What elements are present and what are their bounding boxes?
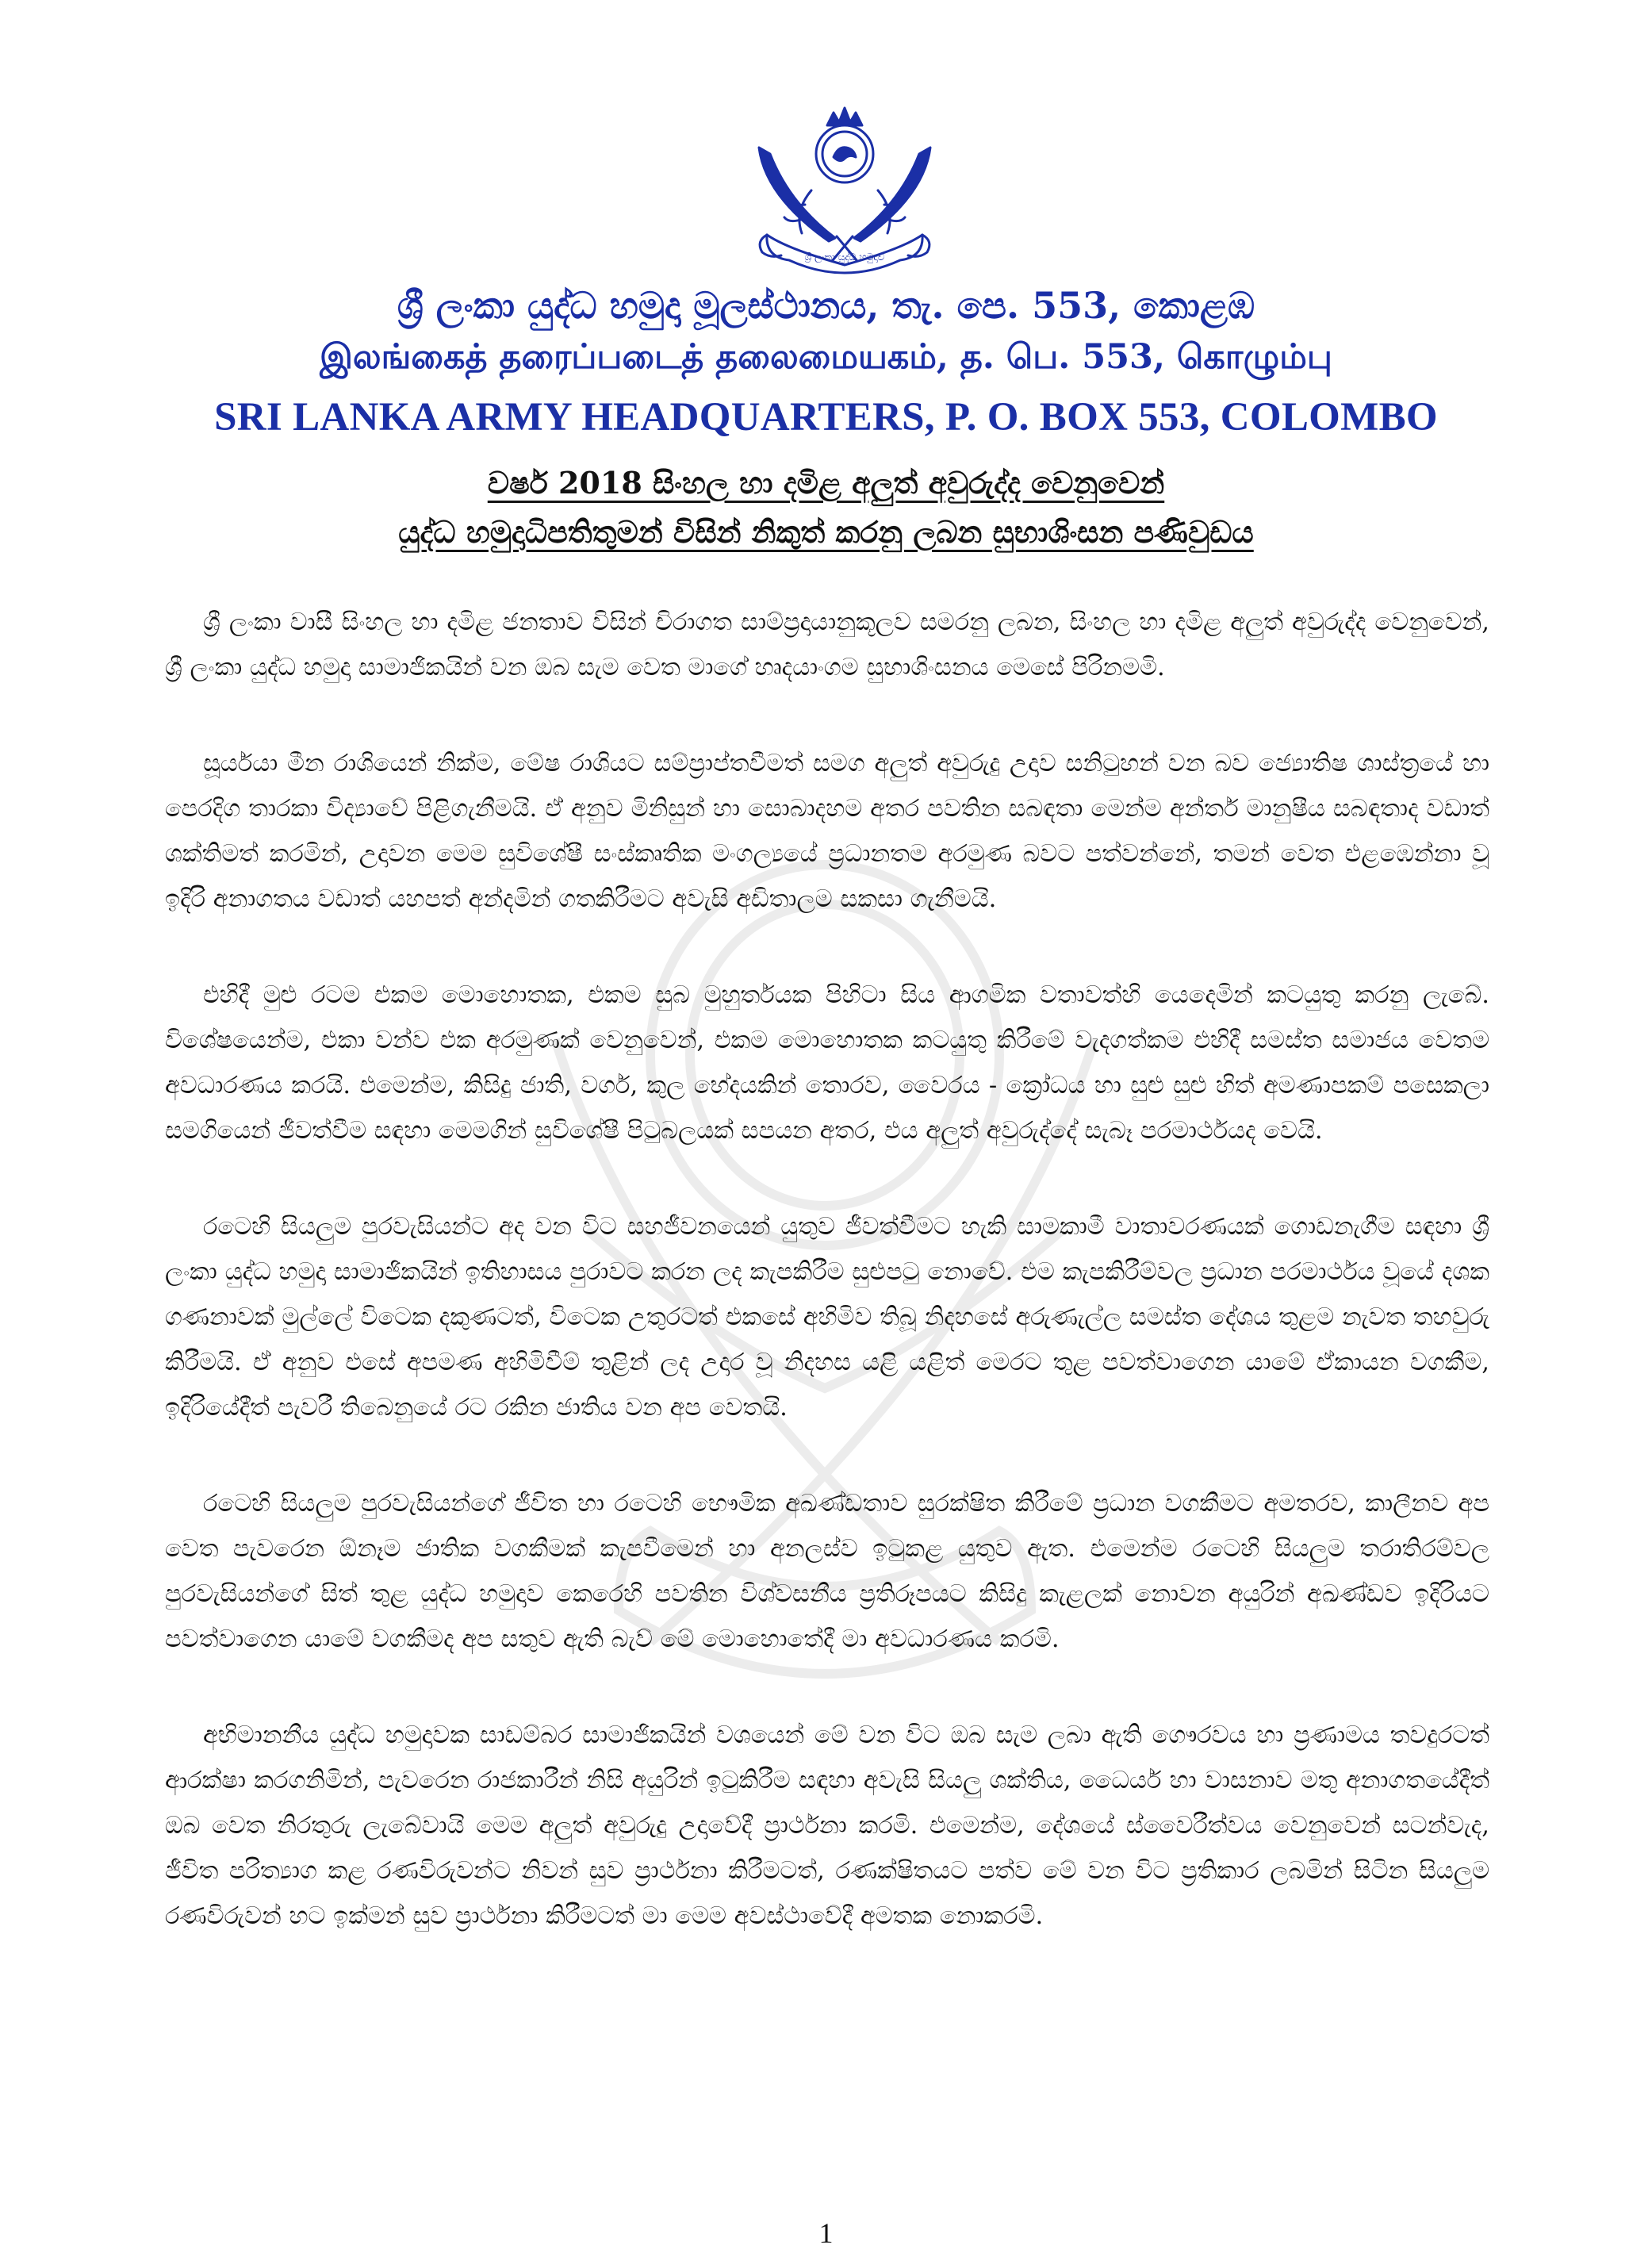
body-paragraph: එහිදී මුළු රටම එකම මොහොතක, එකම සුබ මුහුර්තයක පිහිටා සිය ආගමික වතාවත්හි යෙදෙමින් කටයුතු කරනු ලැබේ. විශේෂයෙන්ම, එකා වන්ව එක අරමුණක් වෙනුවෙන්, එකම මොහොතක කටයුතු කිරීමේ වැදගත්කම එහිදී සමස්ත සමාජය වෙතම අවධාරණය කරයි. එමෙන්ම, කිසිදු ජාති, වර්ග, කුල භේදයකින් තොරව, වෛරය - ක්‍රෝධය හා සුළු සුළු හිත් අමණාපකම් පසෙකලා සමගියෙන් ජීවත්වීම සඳහා මෙමගින් සුවිශේෂී පිටුබලයක් සපයන අතර, එය අලුත් අවුරුද්දේ සැබෑ පරමාර්ථයද වෙයි. [165, 981, 1489, 1145]
svg-text:ශ්‍රී ලංකා යුද්ධ හමුදාව: ශ්‍රී ලංකා යුද්ධ හමුදාව [804, 251, 885, 263]
body-paragraph: රටෙහි සියලුම පුරවැසියන්ගේ ජීවිත හා රටෙහි භෞමික අඛණ්ඩතාව සුරක්ෂිත කිරීමේ ප්‍රධාන වගකීමට අමතරව, කාලීනව අප වෙත පැවරෙන ඕනෑම ජාතික වගකීමක් කැපවීමෙන් හා අනලස්ව ඉටුකළ යුතුව ඇත. එමෙන්ම රටෙහි සියලුම තරාතිරම්වල පුරවැසියන්ගේ සිත් තුළ යුද්ධ හමුදාව කෙරෙහි පවතින විශ්වසනීය ප්‍රතිරූපයට කිසිදු කැළලක් නොවන අයුරින් අඛණ්ඩව ඉදිරියට පවත්වාගෙන යාමේ වගකීමද අප සතුව ඇති බැව් මේ මොහොතේදී මා අවධාරණය කරමි. [165, 1490, 1489, 1653]
page-number: 1 [818, 2217, 834, 2249]
body-paragraph: අභිමානනීය යුද්ධ හමුදාවක සාඩම්බර සාමාජිකයින් වශයෙන් මේ වන විට ඔබ සැම ලබා ඇති ගෞරවය හා ප්‍රණාමය තවදුරටත් ආරක්ෂා කරගනිමින්, පැවරෙන රාජකාරීන් නිසි අයුරින් ඉටුකිරීම සඳහා අවැසි සියලු ශක්තිය, ධෛර්ය හා වාසනාව මතු අනාගතයේදීත් ඔබ වෙත නිරතුරු ලැබේවායි මෙම අලුත් අවුරුදු උදාවේදී ප්‍රාර්ථනා කරමි. එමෙන්ම, දේශයේ ස්වෛරීත්වය වෙනුවෙන් සටන්වැද, ජීවිත පරිත්‍යාග කළ රණවිරුවන්ට නිවන් සුව ප්‍රාර්ථනා කිරීමටත්, රණක්ෂිතයට පත්ව මේ වන විට ප්‍රතිකාර ලබමින් සිටින සියලුම රණවිරුවන් හට ඉක්මන් සුව ප්‍රාර්ථනා කිරීමටත් මා මෙම අවස්ථාවේදී අමතක නොකරමි. [165, 1721, 1489, 1930]
body-paragraph: රටෙහි සියලුම පුරවැසියන්ට අද වන විට සහජීවනයෙන් යුතුව ජීවත්වීමට හැකි සාමකාමී වාතාවරණයක් ගොඩනැගීම සඳහා ශ්‍රී ලංකා යුද්ධ හමුදා සාමාජිකයින් ඉතිහාසය පුරාවට කරන ලද කැපකිරීම සුළුපටු නොවේ. එම කැපකිරීම්වල ප්‍රධාන පරමාර්ථය වූයේ දශක ගණනාවක් මුල්ලේ විටෙක දකුණටත්, විටෙක උතුරටත් එකසේ අහිමිව තිබූ නිදහසේ අරුණැල්ල සමස්ත දේශය තුළම නැවත තහවුරු කිරීමයි. ඒ අනුව එසේ අපමණ අහිමිවීම් තුළින් ලද උදාර වූ නිදහස යළි යළිත් මෙරට තුළ පවත්වාගෙන යාමේ ඒකායන වගකීම, ඉදිරියේදීත් පැවරී තිබෙනුයේ රට රකින ජාතිය වන අප වෙතයි. [165, 1213, 1489, 1422]
body-paragraph: ශ්‍රී ලංකා වාසී සිංහල හා දමිළ ජනතාව විසින් චිරාගත සාම්ප්‍රදායානුකූලව සමරනු ලබන, සිංහල හා දමිළ අලුත් අවුරුද්ද වෙනුවෙන්, ශ්‍රී ලංකා යුද්ධ හමුදා සාමාජිකයින් වන ඔබ සැම වෙත මාගේ හෘදයාංගම සුභාශිංසනය මෙසේ පිරිනමමි. [165, 608, 1489, 681]
letterhead-tamil: இலங்கைத் தரைப்படைத் தலைமையகம், த. பெ. 553, கொழும்பு [320, 337, 1332, 377]
message-title-line-2: යුද්ධ හමුදාධිපතිතුමන් විසින් නිකුත් කරනු ලබන සුභාශිංසන පණිවුඩය [398, 514, 1254, 550]
letterhead-english: SRI LANKA ARMY HEADQUARTERS, P. O. BOX 553, COLOMBO [214, 395, 1438, 439]
message-title-line-1: වර්ෂ 2018 සිංහල හා දමිළ අලුත් අවුරුද්ද වෙනුවෙන් [487, 465, 1165, 501]
body-paragraph: සූර්යයා මීන රාශියෙන් නික්ම, මේෂ රාශියට සම්ප්‍රාප්තවීමත් සමග අලුත් අවුරුදු උදාව සනිටුහන් වන බව ජ්‍යොතිෂ ශාස්ත්‍රයේ හා පෙරදිග තාරකා විද්‍යාවේ පිළිගැනීමයි. ඒ අනුව මිනිසුන් හා සොබාදහම අතර පවතින සබඳතා මෙන්ම අන්තර් මානුෂීය සබඳතාද වඩාත් ශක්තිමත් කරමින්, උදාවන මෙම සුවිශේෂී සංස්කෘතික මංගල්‍යයේ ප්‍රධානතම අරමුණ බවට පත්වන්නේ, තමන් වෙත එළඹෙන්නා වූ ඉදිරි අනාගතය වඩාත් යහපත් අන්දමින් ගතකිරීමට අවැසි අඩිතාලම සකසා ගැනීමයි. [165, 750, 1489, 913]
letterhead-sinhala: ශ්‍රී ලංකා යුද්ධ හමුදා මූලස්ථානය, තැ. පෙ. 553, කොළඹ [397, 284, 1255, 327]
letter-body [165, 600, 1489, 1990]
sri-lanka-army-crest-icon [718, 102, 972, 292]
